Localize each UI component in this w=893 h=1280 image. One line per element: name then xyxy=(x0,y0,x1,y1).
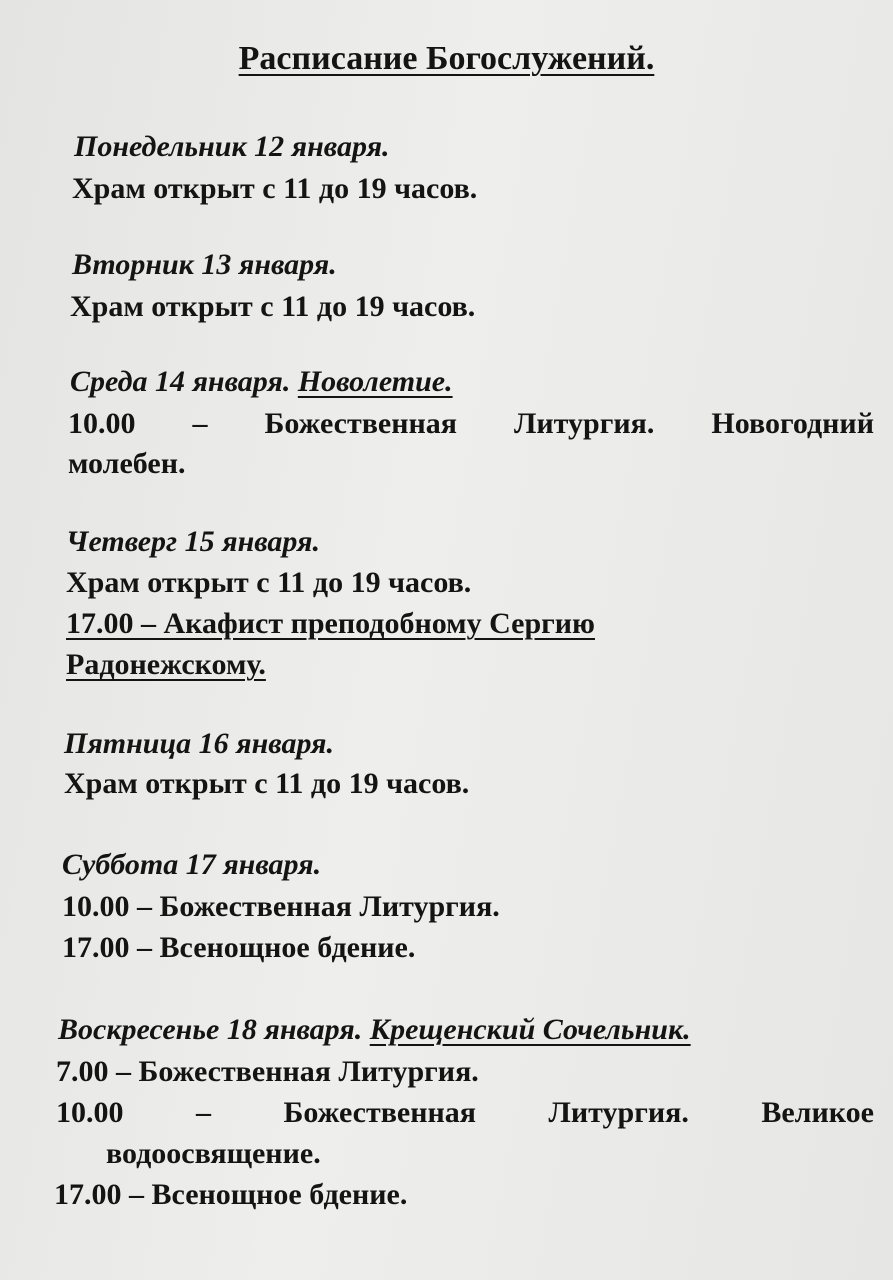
day-heading: Пятница 16 января. xyxy=(64,727,335,760)
schedule-line: 17.00 – Всенощное бдение. xyxy=(54,1178,408,1211)
schedule-line: молебен. xyxy=(68,447,186,480)
schedule-line: 10.00 – Божественная Литургия. xyxy=(62,890,500,923)
schedule-line: Радонежскому. xyxy=(66,648,266,681)
feast-name: Крещенский Сочельник. xyxy=(369,1013,691,1046)
day-heading: Суббота 17 января. xyxy=(62,848,322,881)
schedule-line: Храм открыт с 11 до 19 часов. xyxy=(64,767,470,800)
day-heading: Понедельник 12 января. xyxy=(74,130,390,163)
schedule-line: 10.00 – Божественная Литургия. Великое xyxy=(56,1096,874,1129)
day-heading xyxy=(70,365,453,399)
schedule-line: 10.00 – Божественная Литургия. Новогодний xyxy=(68,407,874,440)
day-heading xyxy=(58,1013,691,1047)
schedule-line: 17.00 – Акафист преподобному Сергию xyxy=(66,607,595,640)
day-heading: Четверг 15 января. xyxy=(66,525,320,558)
day-heading-date: Воскресенье 18 января. xyxy=(58,1013,363,1046)
schedule-line: 17.00 – Всенощное бдение. xyxy=(62,931,416,964)
schedule-line: водоосвящение. xyxy=(106,1137,321,1170)
page-title: Расписание Богослужений. xyxy=(238,40,655,77)
schedule-line: Храм открыт с 11 до 19 часов. xyxy=(66,566,472,599)
schedule-line: Храм открыт с 11 до 19 часов. xyxy=(70,290,476,323)
day-heading-date: Среда 14 января. xyxy=(70,365,291,398)
feast-name: Новолетие. xyxy=(297,365,453,398)
schedule-line: Храм открыт с 11 до 19 часов. xyxy=(72,172,478,205)
day-heading: Вторник 13 января. xyxy=(72,248,337,281)
schedule-line: 7.00 – Божественная Литургия. xyxy=(56,1055,479,1088)
